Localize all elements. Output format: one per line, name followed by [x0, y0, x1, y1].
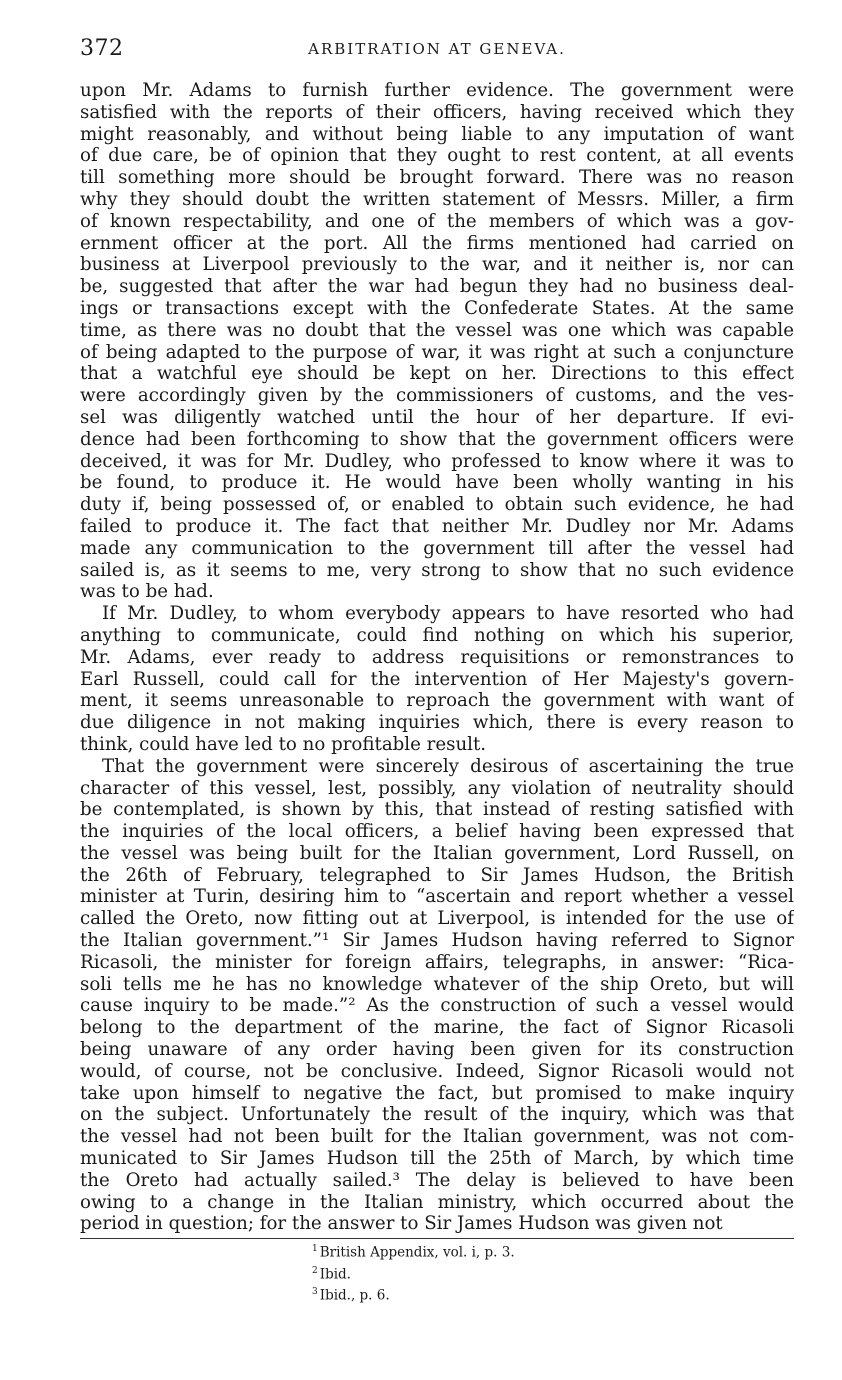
running-title: ARBITRATION AT GENEVA.	[308, 40, 566, 58]
text-line: Mr. Adams, ever ready to address requisitions or remonstrances to	[80, 646, 794, 668]
text-line: satisfied with the reports of their officers, having received which they	[80, 101, 794, 123]
footnote-text: British Appendix, vol. i, p. 3.	[319, 1244, 515, 1261]
text-line: municated to Sir James Hudson till the 25th of March, by which time	[80, 1148, 794, 1170]
paragraph	[80, 756, 794, 1236]
text-line: character of this vessel, lest, possibly, any violation of neutrality should	[80, 777, 794, 799]
text-line: were accordingly given by the commissioners of customs, and the ves-	[80, 385, 794, 407]
text-line: sel was diligently watched until the hour of her departure. If evi-	[80, 406, 794, 428]
footnote	[312, 1283, 515, 1305]
text-line: be contemplated, is shown by this, that instead of resting satisfied with	[80, 799, 794, 821]
text-line: ment, it seems unreasonable to reproach the government with want of	[80, 690, 794, 712]
footnote-mark: 2	[312, 1265, 318, 1276]
text-line: soli tells me he has no knowledge whatever of the ship Oreto, but will	[80, 973, 794, 995]
text-line: duty if, being possessed of, or enabled to obtain such evidence, he had	[80, 494, 794, 516]
text-line: the 26th of February, telegraphed to Sir James Hudson, the British	[80, 864, 794, 886]
text-line: owing to a change in the Italian ministry, which occurred about the	[80, 1191, 794, 1213]
text-line: period in question; for the answer to Sir James Hudson was given not	[80, 1213, 723, 1235]
text-line: the vessel was being built for the Italian government, Lord Russell, on	[80, 842, 794, 864]
text-line: Ricasoli, the minister for foreign affairs, telegraphs, in answer: “Rica-	[80, 951, 794, 973]
text-line: of known respectability, and one of the members of which was a gov-	[80, 210, 794, 232]
text-line: the Oreto had actually sailed.³ The delay is believed to have been	[80, 1169, 794, 1191]
text-line: failed to produce it. The fact that neither Mr. Dudley nor Mr. Adams	[80, 515, 794, 537]
text-line: business at Liverpool previously to the war, and it neither is, nor can	[80, 254, 794, 276]
text-line: take upon himself to negative the fact, but promised to make inquiry	[80, 1082, 794, 1104]
footnote-rule	[80, 1238, 794, 1239]
text-line: due diligence in not making inquiries which, there is every reason to	[80, 712, 794, 734]
text-line: ernment officer at the port. All the firms mentioned had carried on	[80, 232, 794, 254]
text-line: That the government were sincerely desirous of ascertaining the true	[102, 755, 794, 777]
text-line: be, suggested that after the war had begun they had no business deal-	[80, 276, 794, 298]
text-line: dence had been forthcoming to show that the government officers were	[80, 428, 794, 450]
text-line: the vessel had not been built for the Italian government, was not com-	[80, 1126, 794, 1148]
text-line: of being adapted to the purpose of war, it was right at such a conjuncture	[80, 341, 794, 363]
text-line: on the subject. Unfortunately the result of the inquiry, which was that	[80, 1104, 794, 1126]
text-line: of due care, be of opinion that they ought to rest content, at all events	[80, 145, 794, 167]
text-line: the Italian government.”¹ Sir James Hudson having referred to Signor	[80, 930, 794, 952]
text-line: deceived, it was for Mr. Dudley, who professed to know where it was to	[80, 450, 794, 472]
text-line: belong to the department of the marine, the fact of Signor Ricasoli	[80, 1017, 794, 1039]
text-line: sailed is, as it seems to me, very strong to show that no such evidence	[80, 559, 794, 581]
footnote-mark: 1	[312, 1244, 318, 1254]
text-line: time, as there was no doubt that the vessel was one which was capable	[80, 319, 794, 341]
text-line: made any communication to the government till after the vessel had	[80, 537, 794, 559]
paragraph	[80, 80, 794, 603]
text-line: would, of course, not be conclusive. Indeed, Signor Ricasoli would not	[80, 1060, 794, 1082]
text-line: why they should doubt the written statement of Messrs. Miller, a firm	[80, 188, 794, 210]
footnote	[312, 1240, 515, 1262]
body-text	[80, 80, 794, 1235]
text-line: minister at Turin, desiring him to “ascertain and report whether a vessel	[80, 886, 794, 908]
text-line: being unaware of any order having been given for its construction	[80, 1039, 794, 1061]
footnotes	[312, 1240, 515, 1305]
page-number: 372	[80, 36, 124, 61]
text-line: think, could have led to no profitable result.	[80, 733, 487, 755]
text-line: ings or transactions except with the Confederate States. At the same	[80, 297, 794, 319]
text-line: the inquiries of the local officers, a belief having been expressed that	[80, 821, 794, 843]
footnote-text: Ibid., p. 6.	[319, 1287, 390, 1304]
text-line: upon Mr. Adams to furnish further evidence. The government were	[80, 80, 794, 101]
paragraph	[80, 603, 794, 756]
text-line: was to be had.	[80, 581, 214, 603]
text-line: cause inquiry to be made.”² As the construction of such a vessel would	[80, 995, 794, 1017]
footnote-text: Ibid.	[319, 1266, 351, 1282]
text-line: anything to communicate, could find nothing on which his superior,	[80, 624, 794, 646]
text-line: called the Oreto, now fitting out at Liverpool, is intended for the use of	[80, 908, 794, 930]
text-line: Earl Russell, could call for the intervention of Her Majesty's govern-	[80, 668, 794, 690]
text-line: If Mr. Dudley, to whom everybody appears to have resorted who had	[102, 603, 794, 625]
text-line: might reasonably, and without being liable to any imputation of want	[80, 123, 794, 145]
footnote	[312, 1262, 515, 1284]
text-line: be found, to produce it. He would have been wholly wanting in his	[80, 472, 794, 494]
text-line: that a watchful eye should be kept on her. Directions to this effect	[80, 363, 794, 385]
footnote-mark: 3	[312, 1287, 318, 1297]
running-head	[80, 36, 794, 64]
text-line: till something more should be brought forward. There was no reason	[80, 167, 794, 189]
